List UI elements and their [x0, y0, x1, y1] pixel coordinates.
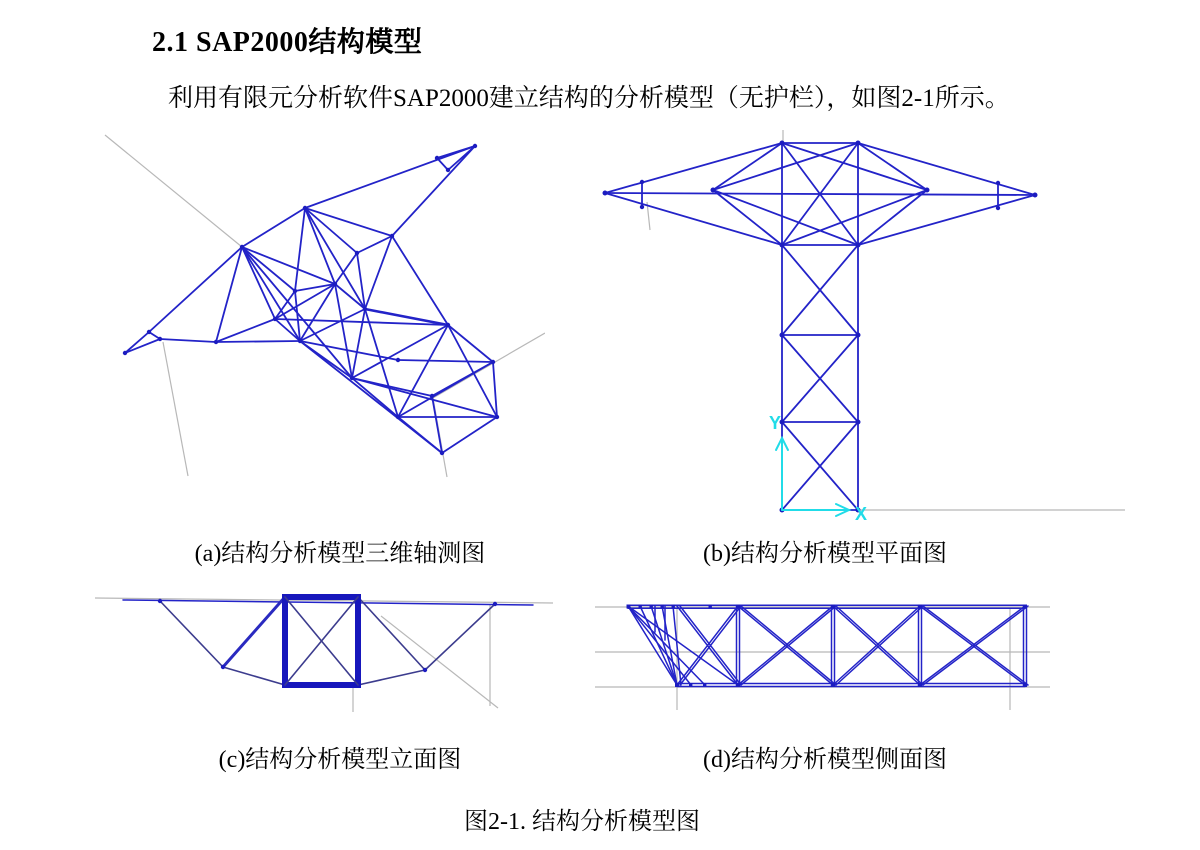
- joint-dots: [603, 141, 1038, 513]
- figure-caption-b: (b)结构分析模型平面图: [703, 541, 947, 567]
- figure-caption-c: (c)结构分析模型立面图: [218, 747, 462, 773]
- intro-paragraph: 利用有限元分析软件SAP2000建立结构的分析模型（无护栏），如图2-1所示。: [168, 85, 1010, 112]
- tower-wireframe-elevation: [123, 597, 533, 685]
- reference-lines: [595, 607, 1050, 710]
- figure-caption-d: (d)结构分析模型侧面图: [703, 747, 947, 773]
- figure-caption-a: (a)结构分析模型三维轴测图: [194, 541, 486, 567]
- joint-dots: [627, 605, 1028, 688]
- axis-label-x: X: [855, 504, 868, 524]
- tower-wireframe-plan: [603, 141, 1038, 513]
- joint-dots: [158, 599, 497, 672]
- figure-main-caption: 图2-1. 结构分析模型图: [464, 809, 700, 835]
- tower-wireframe-3d: [123, 144, 499, 455]
- figure-c-elevation-view: [95, 588, 555, 712]
- guy-lines: [105, 135, 545, 477]
- section-heading: 2.1 SAP2000结构模型: [152, 27, 423, 58]
- figure-b-plan-view: [585, 130, 1140, 530]
- tower-wireframe-side: [627, 605, 1029, 688]
- figure-d-side-view: [595, 590, 1050, 712]
- axis-label-y: Y: [769, 413, 782, 433]
- joint-dots: [123, 144, 499, 455]
- figure-a-axonometric-view: [95, 120, 545, 530]
